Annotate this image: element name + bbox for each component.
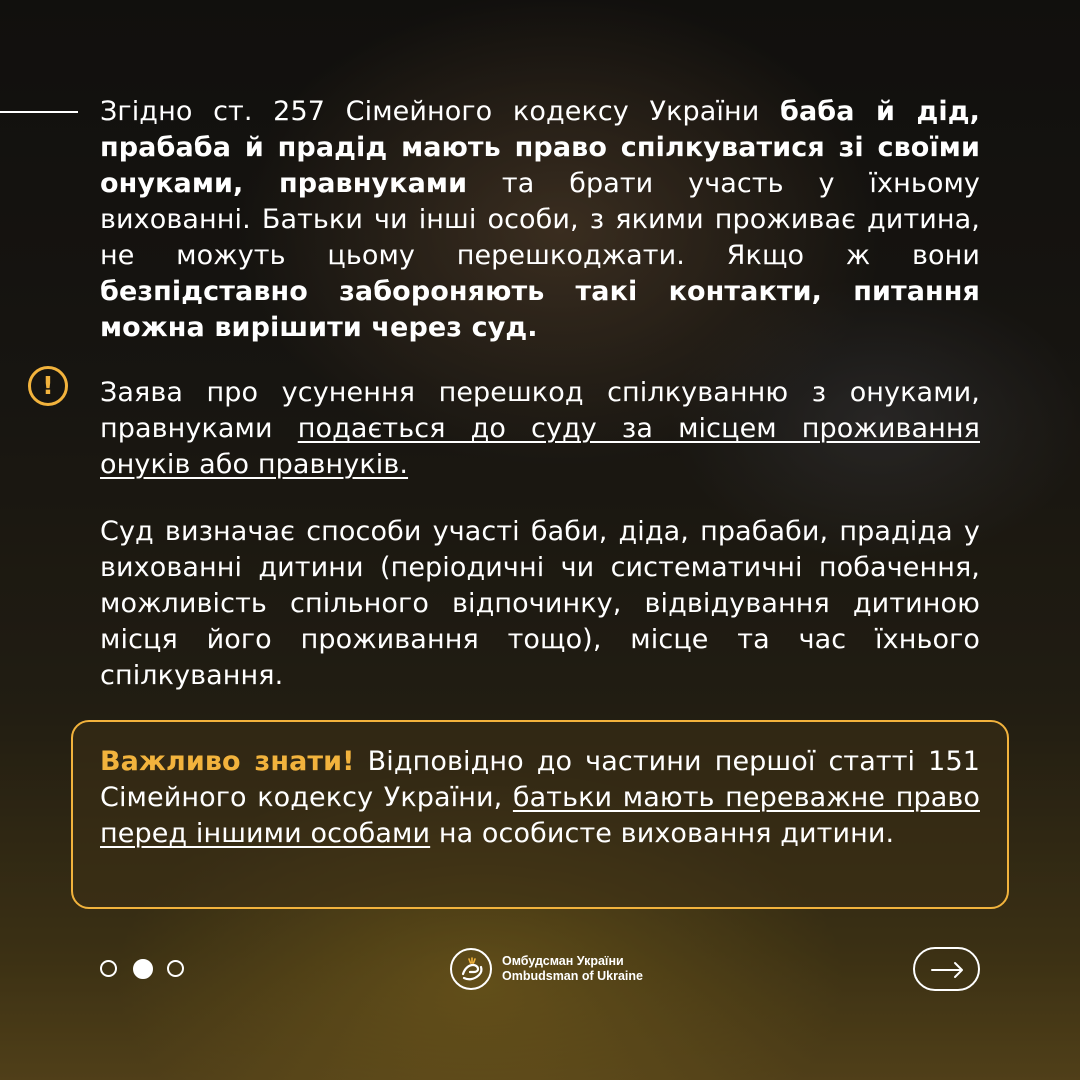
page-dot-1[interactable] bbox=[100, 960, 117, 977]
important-paragraph bbox=[100, 744, 980, 852]
notice-text: Заява про усунення перешкод спілкуванню з онуками, правнуками bbox=[100, 377, 980, 444]
notice-underlined: подається до суду за місцем проживання онуків або правнуків. bbox=[100, 413, 980, 480]
important-underlined: батьки мають переважне право перед іншими особами bbox=[100, 782, 980, 849]
logo-line-en: Ombudsman of Ukraine bbox=[502, 969, 643, 983]
page-dot-2[interactable] bbox=[133, 959, 153, 979]
logo-line-ua: Омбудсман України bbox=[502, 954, 624, 968]
important-text-2: на особисте виховання дитини. bbox=[430, 818, 895, 849]
intro-text-2: та брати участь у їхньому вихованні. Батьки чи інші особи, з якими проживає дитина, не можуть цьому перешкоджати. Якщо ж вони bbox=[100, 168, 981, 271]
arrow-right-icon bbox=[931, 961, 965, 979]
hands-emblem-icon bbox=[450, 948, 492, 990]
decorative-rule bbox=[0, 111, 78, 113]
important-text-1: Відповідно до частини першої статті 151 Сімейного кодексу України, bbox=[100, 746, 981, 813]
intro-text-1: Згідно ст. 257 Сімейного кодексу України bbox=[100, 96, 780, 127]
intro-bold-2: безпідставно забороняють такі контакти, питання можна вирішити через суд. bbox=[100, 276, 980, 343]
exclamation-icon: ! bbox=[28, 366, 68, 406]
next-button[interactable] bbox=[913, 947, 980, 991]
important-label: Важливо знати! bbox=[100, 746, 355, 777]
page-dot-3[interactable] bbox=[167, 960, 184, 977]
intro-bold-1: баба й дід, прабаба й прадід мають право спілкуватися зі своїми онуками, правнуками bbox=[100, 96, 980, 199]
court-paragraph: Суд визначає способи участі баби, діда, прабаби, прадіда у вихованні дитини (періодичні чи систематичні побачення, можливість спільного відпочинку, відвідування дитиною місця його проживання тощо), місце та час їхнього спілкування. bbox=[100, 516, 980, 691]
intro-paragraph bbox=[100, 94, 980, 346]
notice-paragraph bbox=[100, 375, 980, 483]
